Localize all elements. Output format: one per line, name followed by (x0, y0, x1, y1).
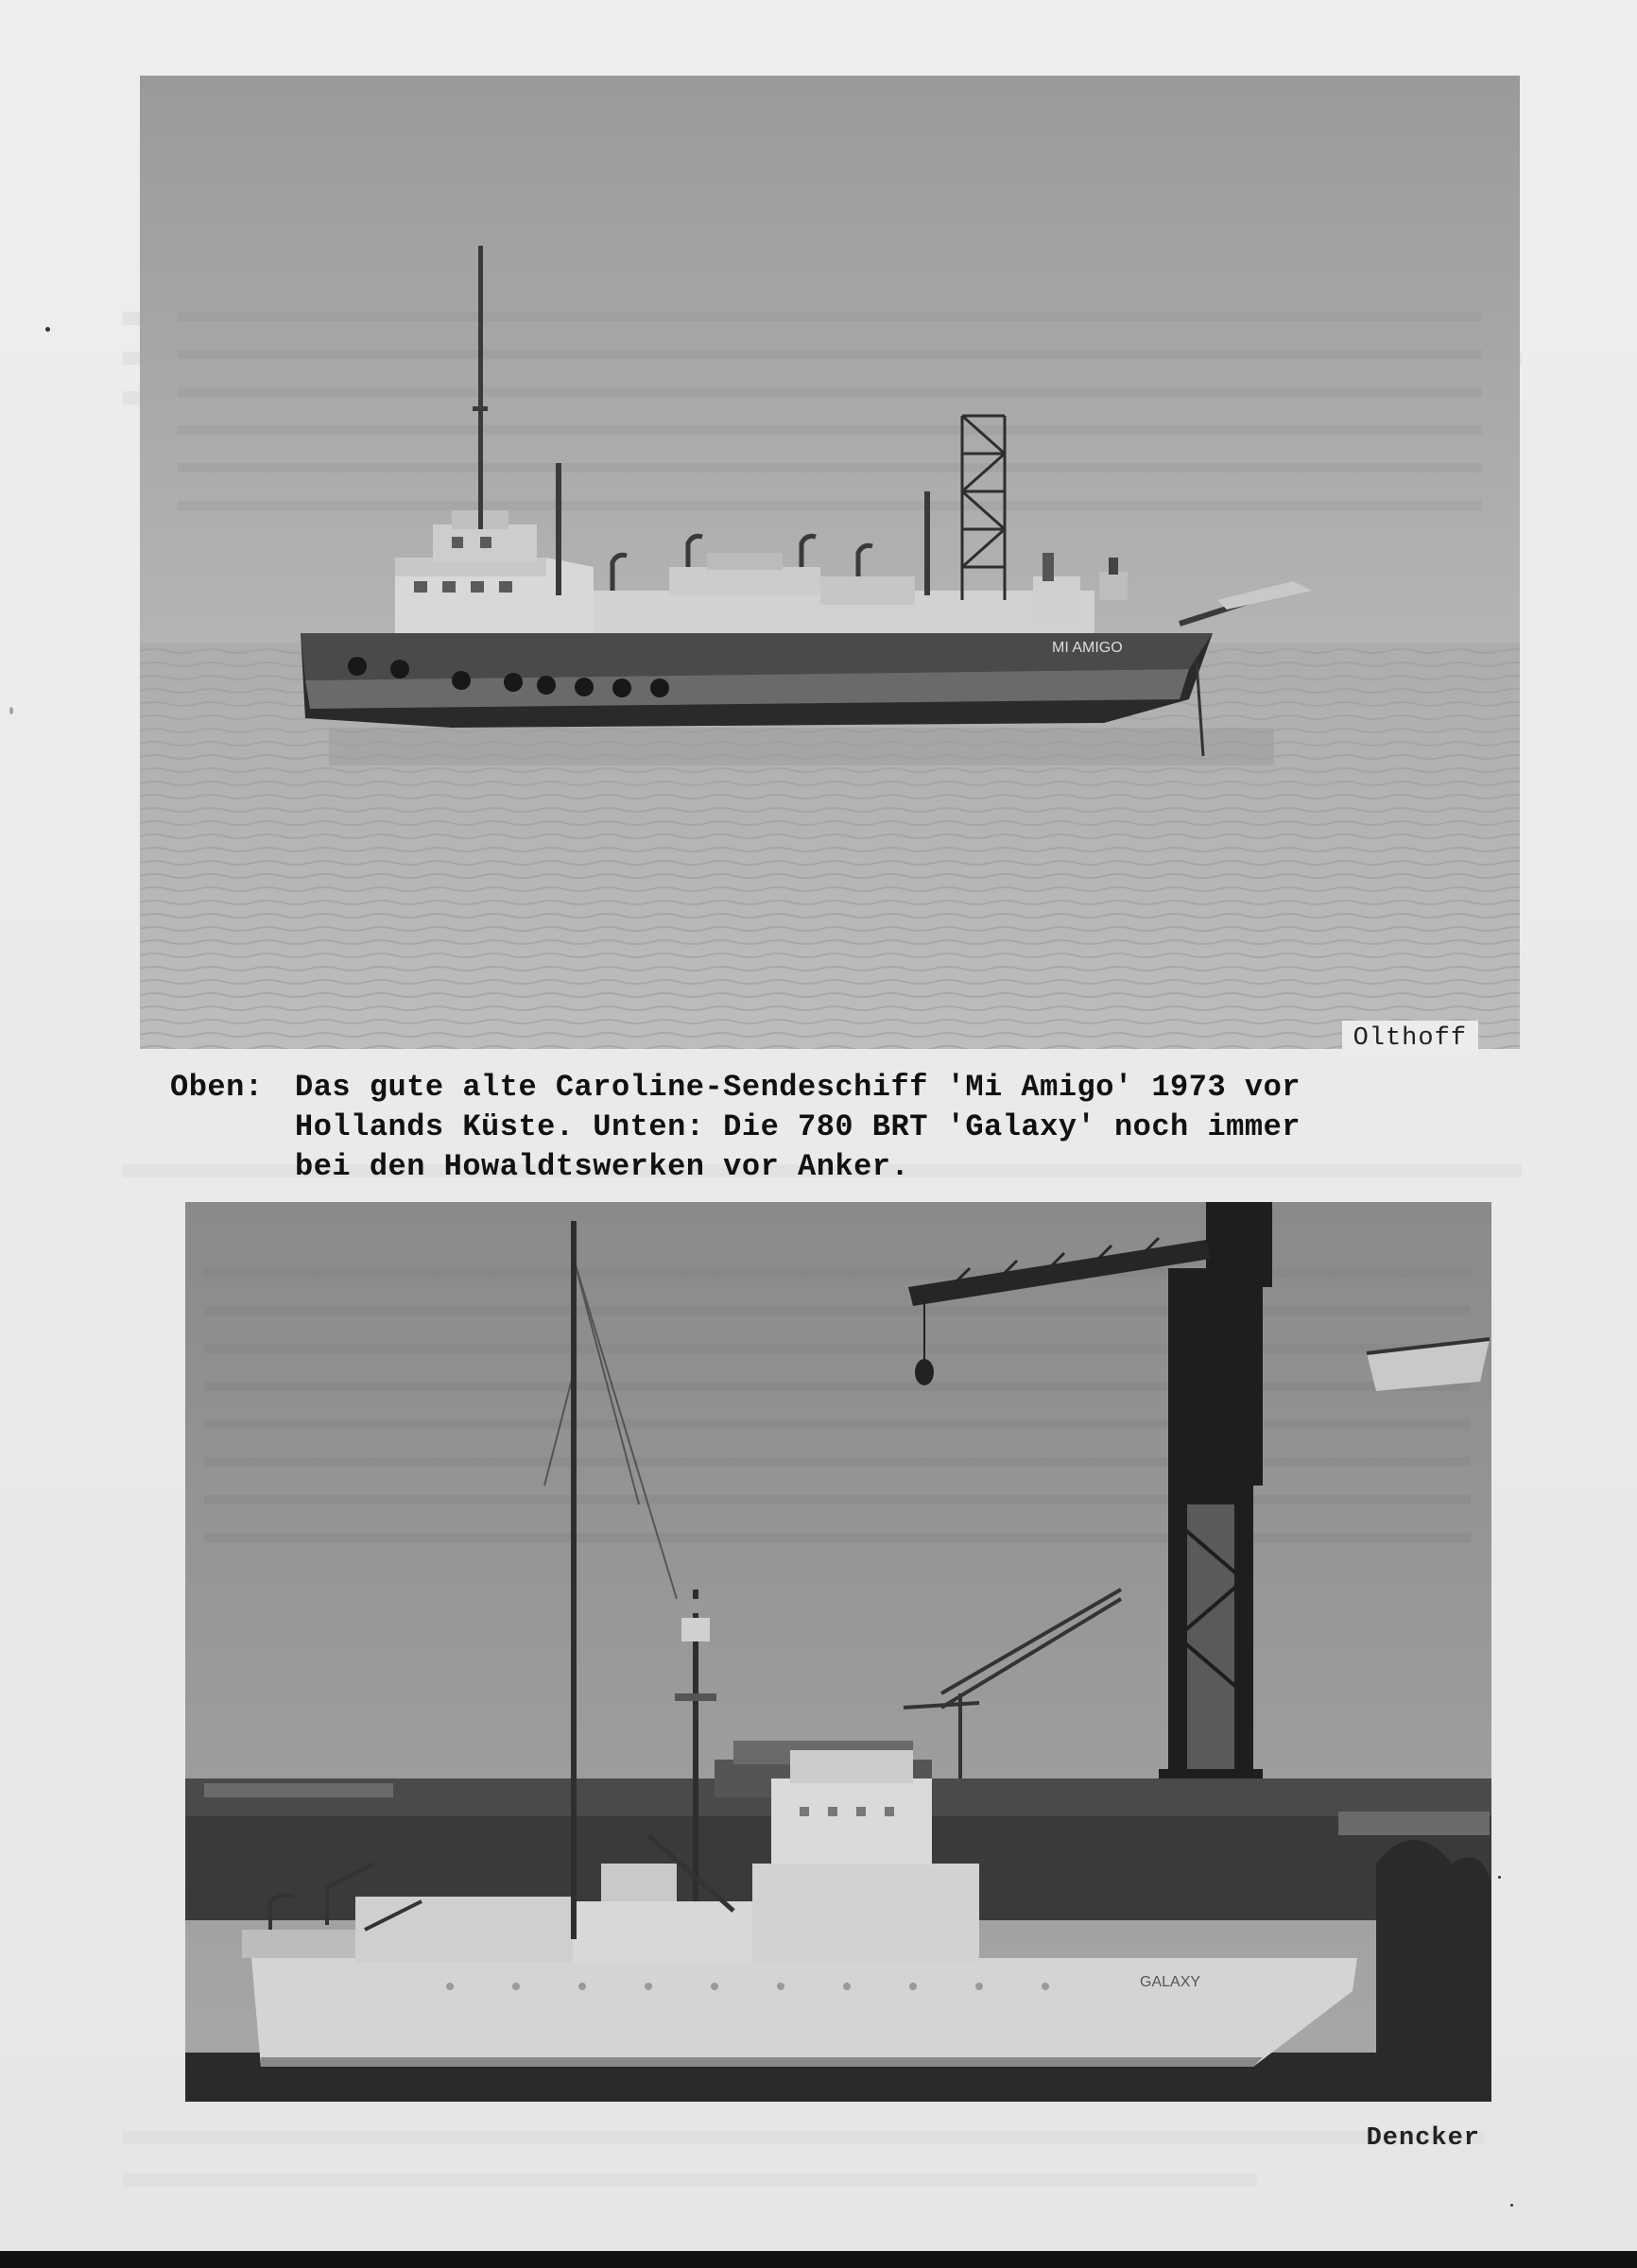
photo-credit-dencker: Dencker (1366, 2124, 1480, 2153)
caption-line-3: bei den Howaldtswerken vor Anker. (295, 1149, 910, 1184)
photo-caption (170, 1068, 1399, 1187)
caption-line-2: Hollands Küste. Unten: Die 780 BRT 'Galaxy' noch immer (295, 1109, 1301, 1144)
mi-amigo-hull-name: MI AMIGO (1052, 640, 1123, 656)
mi-amigo-ship-photo (140, 76, 1520, 1049)
galaxy-hull-name: GALAXY (1140, 1974, 1201, 1990)
scan-speck (9, 707, 13, 714)
scan-edge (0, 2251, 1637, 2268)
caption-line-1: Das gute alte Caroline-Sendeschiff 'Mi Amigo' 1973 vor (295, 1070, 1301, 1105)
scan-speck (1510, 2204, 1513, 2207)
scan-speck (45, 327, 50, 332)
galaxy-ship-photo (185, 1202, 1491, 2102)
caption-label: Oben: (170, 1070, 264, 1105)
scan-speck (1498, 1876, 1501, 1879)
photo-credit-olthoff: Olthoff (1342, 1021, 1478, 1057)
